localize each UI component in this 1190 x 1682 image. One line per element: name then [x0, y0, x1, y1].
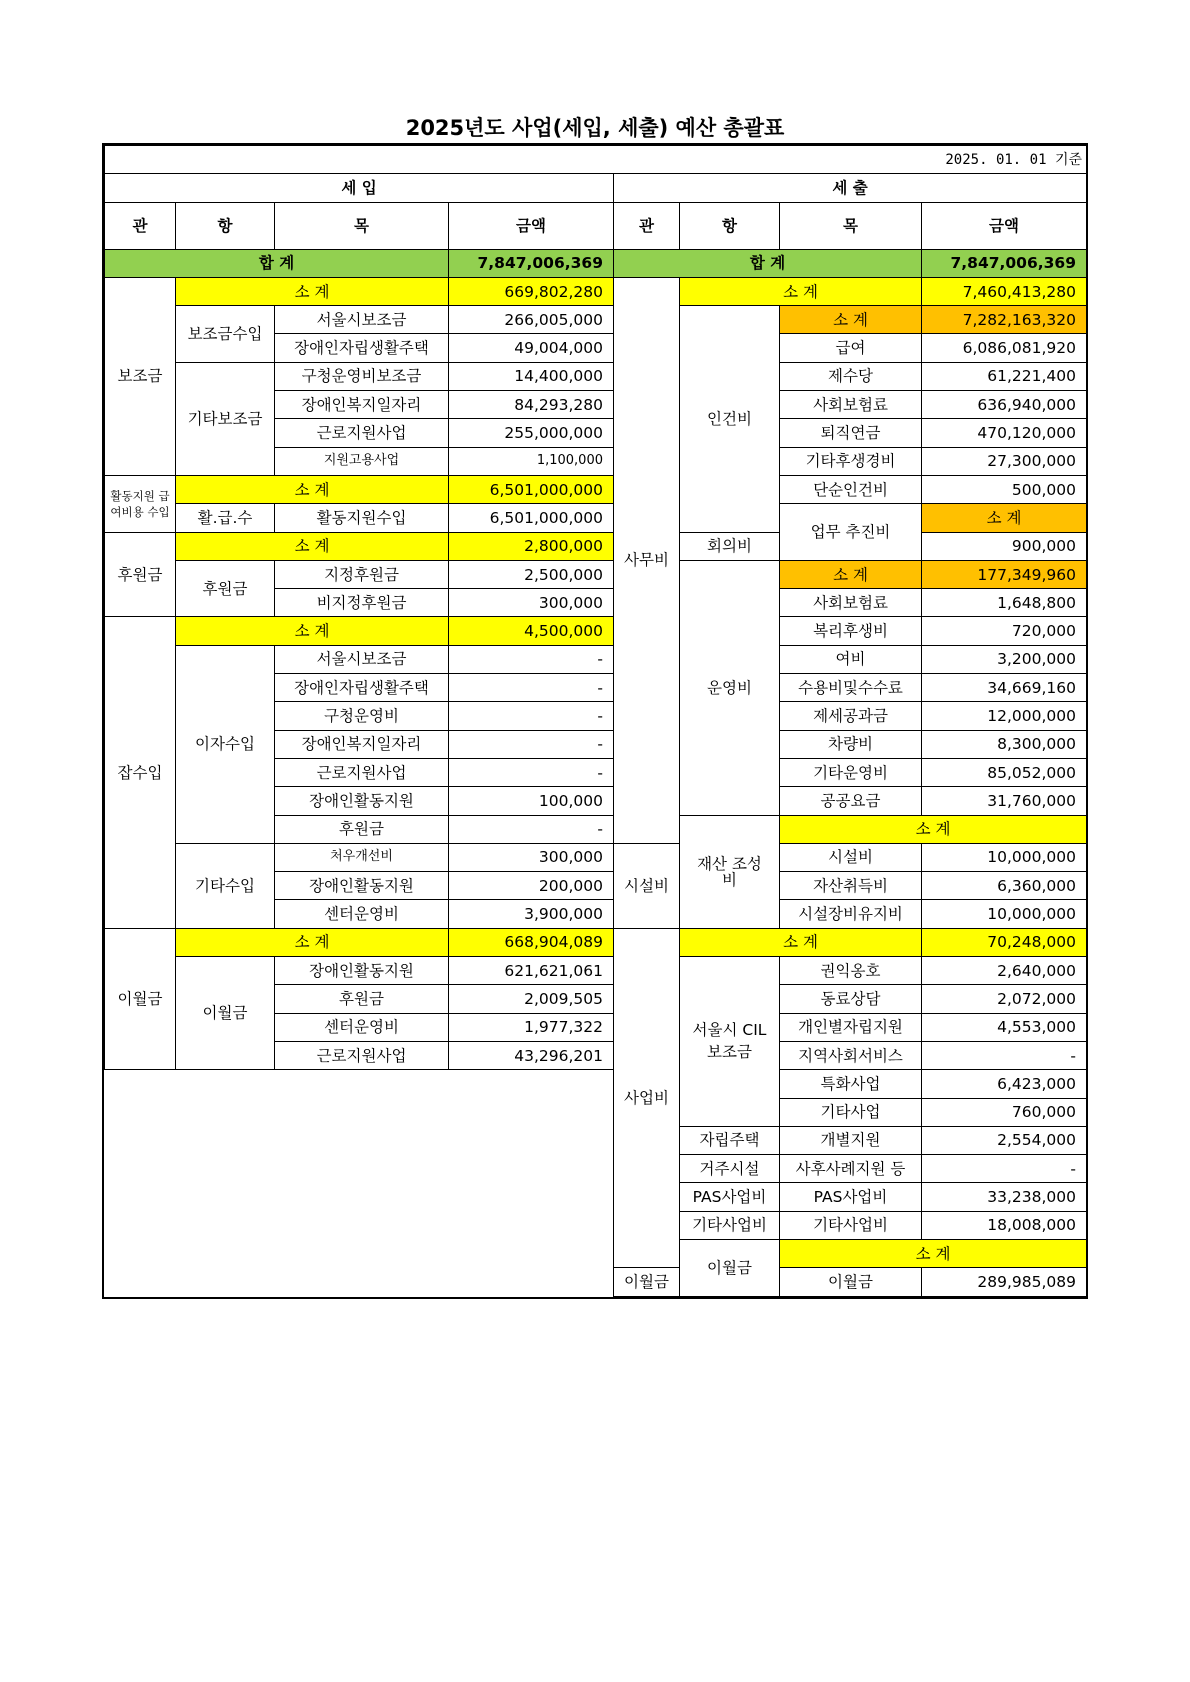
amount-item: 34,669,160	[922, 674, 1087, 702]
amount-item: -	[449, 674, 614, 702]
mok-item: 회의비	[680, 532, 780, 560]
expense-total-amount: 7,847,006,369	[922, 249, 1087, 277]
hang-personnel: 인건비	[680, 306, 780, 532]
amount-item: 85,052,000	[922, 758, 1087, 786]
amount-item: 720,000	[922, 617, 1087, 645]
hang-item: 기타사업비	[680, 1211, 780, 1239]
amount-item: 10,000,000	[922, 900, 1087, 928]
empty-area	[105, 1070, 614, 1296]
mok-item: PAS사업비	[780, 1183, 922, 1211]
amount-item: 6,360,000	[922, 872, 1087, 900]
amount-item: 18,008,000	[922, 1211, 1087, 1239]
mok-item: 후원금	[275, 815, 449, 843]
amount-item: 900,000	[922, 532, 1087, 560]
mok-item: 장애인자립생활주택	[275, 334, 449, 362]
mok-item: 서울시보조금	[275, 645, 449, 673]
amount-item: 266,005,000	[449, 306, 614, 334]
project-subtotal-amount: 70,248,000	[922, 928, 1087, 956]
amount-item: 10,000,000	[922, 843, 1087, 871]
operation-subtotal-amount: 177,349,960	[922, 560, 1087, 588]
amount-item: 8,300,000	[922, 730, 1087, 758]
amount-item: 636,940,000	[922, 391, 1087, 419]
hang-subsidy-income: 보조금수입	[176, 306, 275, 363]
amount-item: 84,293,280	[449, 391, 614, 419]
amount-item: 470,120,000	[922, 419, 1087, 447]
mok-item: 특화사업	[780, 1070, 922, 1098]
mok-item: 장애인활동지원	[275, 957, 449, 985]
hang-interest: 이자수입	[176, 645, 275, 843]
gwan-office: 사무비	[614, 277, 680, 843]
mok-item: 사후사례지원 등	[780, 1155, 922, 1183]
mok-item: 기타후생경비	[780, 447, 922, 475]
amount-item: 12,000,000	[922, 702, 1087, 730]
mok-item: 장애인복지일자리	[275, 730, 449, 758]
amount-item: 3,900,000	[449, 900, 614, 928]
mok-item: 기타사업	[780, 1098, 922, 1126]
carryover-subtotal-label: 소 계	[176, 928, 449, 956]
amount-item: 6,501,000,000	[449, 504, 614, 532]
amount-item: 49,004,000	[449, 334, 614, 362]
income-total-amount: 7,847,006,369	[449, 249, 614, 277]
mok-item: 장애인활동지원	[275, 787, 449, 815]
subsidy-subtotal-amount: 669,802,280	[449, 277, 614, 305]
hang-facility: 시설비	[614, 843, 680, 928]
col-header-hang: 항	[176, 202, 275, 249]
amount-item: 621,621,061	[449, 957, 614, 985]
mok-item: 근로지원사업	[275, 1041, 449, 1069]
gwan-expense-carryover: 이월금	[680, 1239, 780, 1296]
hang-item: PAS사업비	[680, 1183, 780, 1211]
amount-item: 500,000	[922, 475, 1087, 503]
gwan-subsidy: 보조금	[105, 277, 176, 475]
amount-item: 2,640,000	[922, 957, 1087, 985]
mok-item: 처우개선비	[275, 843, 449, 871]
mok-item: 센터운영비	[275, 1013, 449, 1041]
mok-item: 복리후생비	[780, 617, 922, 645]
project-subtotal-label: 소 계	[680, 928, 922, 956]
mok-item: 자산취득비	[780, 872, 922, 900]
amount-item: 14,400,000	[449, 362, 614, 390]
amount-item: -	[449, 645, 614, 673]
office-subtotal-amount: 7,460,413,280	[922, 277, 1087, 305]
mok-item: 구청운영비	[275, 702, 449, 730]
hang-carryover: 이월금	[176, 957, 275, 1070]
mok-item: 기타사업비	[780, 1211, 922, 1239]
mok-item: 서울시보조금	[275, 306, 449, 334]
gwan-misc: 잡수입	[105, 617, 176, 928]
hang-other-subsidy: 기타보조금	[176, 362, 275, 475]
amount-item: 1,100,000	[449, 447, 614, 475]
mok-item: 기타운영비	[780, 758, 922, 786]
amount-item: -	[449, 702, 614, 730]
mok-item: 사회보험료	[780, 589, 922, 617]
mok-item: 단순인건비	[780, 475, 922, 503]
operation-subtotal-label: 소 계	[780, 560, 922, 588]
mok-item: 차량비	[780, 730, 922, 758]
amount-item: 43,296,201	[449, 1041, 614, 1069]
hang-operation: 운영비	[680, 560, 780, 815]
hang-activity: 활.급.수	[176, 504, 275, 532]
amount-item: 6,423,000	[922, 1070, 1087, 1098]
amount-item: 2,554,000	[922, 1126, 1087, 1154]
mok-item: 후원금	[275, 985, 449, 1013]
misc-subtotal-label: 소 계	[176, 617, 449, 645]
mok-item: 시설장비유지비	[780, 900, 922, 928]
amount-item: 2,500,000	[449, 560, 614, 588]
amount-item: 100,000	[449, 787, 614, 815]
mok-item: 센터운영비	[275, 900, 449, 928]
hang-item: 거주시설	[680, 1155, 780, 1183]
mok-item: 지정후원금	[275, 560, 449, 588]
hang-business: 업무 추진비	[780, 504, 922, 561]
office-subtotal-label: 소 계	[680, 277, 922, 305]
mok-item: 지원고용사업	[275, 447, 449, 475]
mok-item: 장애인자립생활주택	[275, 674, 449, 702]
amount-item: -	[922, 1155, 1087, 1183]
mok-item: 지역사회서비스	[780, 1041, 922, 1069]
hang-cil: 서울시 CIL 보조금	[680, 957, 780, 1127]
amount-item: 289,985,089	[922, 1268, 1087, 1296]
gwan-project: 사업비	[614, 928, 680, 1268]
amount-item: -	[449, 730, 614, 758]
mok-item: 활동지원수입	[275, 504, 449, 532]
hang-donation: 후원금	[176, 560, 275, 617]
mok-item: 근로지원사업	[275, 419, 449, 447]
mok-item: 퇴직연금	[780, 419, 922, 447]
expense-section-header: 세 출	[614, 174, 1087, 202]
donation-subtotal-label: 소 계	[176, 532, 449, 560]
col-header-amount: 금액	[922, 202, 1087, 249]
gwan-activity: 활동지원 급여비용 수입	[105, 475, 176, 532]
budget-table	[102, 143, 1088, 1299]
mok-item: 장애인활동지원	[275, 872, 449, 900]
gwan-property: 재산 조성비	[680, 815, 780, 928]
income-total-label: 합 계	[105, 249, 449, 277]
col-header-gwan: 관	[614, 202, 680, 249]
property-subtotal-label: 소 계	[780, 815, 1087, 843]
mok-item: 여비	[780, 645, 922, 673]
amount-item: 200,000	[449, 872, 614, 900]
amount-item: -	[449, 758, 614, 786]
misc-subtotal-amount: 4,500,000	[449, 617, 614, 645]
amount-item: 300,000	[449, 843, 614, 871]
hang-item: 자립주택	[680, 1126, 780, 1154]
amount-item: 2,009,505	[449, 985, 614, 1013]
subsidy-subtotal-label: 소 계	[176, 277, 449, 305]
col-header-mok: 목	[780, 202, 922, 249]
mok-item: 비지정후원금	[275, 589, 449, 617]
amount-item: 2,072,000	[922, 985, 1087, 1013]
mok-item: 제세공과금	[780, 702, 922, 730]
carryover-subtotal-amount: 668,904,089	[449, 928, 614, 956]
amount-item: 4,553,000	[922, 1013, 1087, 1041]
expense-total-label: 합 계	[614, 249, 922, 277]
col-header-amount: 금액	[449, 202, 614, 249]
mok-item: 공공요금	[780, 787, 922, 815]
activity-subtotal-label: 소 계	[176, 475, 449, 503]
amount-item: 6,086,081,920	[922, 334, 1087, 362]
expense-carryover-subtotal-label: 소 계	[780, 1239, 1087, 1267]
mok-item: 사회보험료	[780, 391, 922, 419]
mok-item: 권익옹호	[780, 957, 922, 985]
personnel-subtotal-amount: 7,282,163,320	[922, 306, 1087, 334]
income-section-header: 세 입	[105, 174, 614, 202]
amount-item: 33,238,000	[922, 1183, 1087, 1211]
amount-item: -	[449, 815, 614, 843]
mok-item: 제수당	[780, 362, 922, 390]
gwan-donation: 후원금	[105, 532, 176, 617]
personnel-subtotal-label: 소 계	[780, 306, 922, 334]
mok-item: 근로지원사업	[275, 758, 449, 786]
business-subtotal-label: 소 계	[922, 504, 1087, 532]
amount-item: 31,760,000	[922, 787, 1087, 815]
mok-item: 장애인복지일자리	[275, 391, 449, 419]
page-title: 2025년도 사업(세입, 세출) 예산 총괄표	[405, 116, 785, 140]
mok-item: 동료상담	[780, 985, 922, 1013]
hang-other-income: 기타수입	[176, 843, 275, 928]
col-header-mok: 목	[275, 202, 449, 249]
mok-item: 구청운영비보조금	[275, 362, 449, 390]
col-header-gwan: 관	[105, 202, 176, 249]
col-header-hang: 항	[680, 202, 780, 249]
hang-expense-carryover: 이월금	[614, 1268, 680, 1296]
amount-item: 61,221,400	[922, 362, 1087, 390]
mok-item: 개별지원	[780, 1126, 922, 1154]
activity-subtotal-amount: 6,501,000,000	[449, 475, 614, 503]
amount-item: 255,000,000	[449, 419, 614, 447]
amount-item: 1,648,800	[922, 589, 1087, 617]
mok-item: 수용비및수수료	[780, 674, 922, 702]
mok-item: 급여	[780, 334, 922, 362]
mok-item: 이월금	[780, 1268, 922, 1296]
mok-item: 개인별자립지원	[780, 1013, 922, 1041]
amount-item: 300,000	[449, 589, 614, 617]
amount-item: 27,300,000	[922, 447, 1087, 475]
amount-item: 760,000	[922, 1098, 1087, 1126]
amount-item: 3,200,000	[922, 645, 1087, 673]
basis-date: 2025. 01. 01 기준	[105, 146, 1087, 174]
amount-item: 1,977,322	[449, 1013, 614, 1041]
mok-item: 시설비	[780, 843, 922, 871]
amount-item: -	[922, 1041, 1087, 1069]
gwan-carryover: 이월금	[105, 928, 176, 1069]
donation-subtotal-amount: 2,800,000	[449, 532, 614, 560]
